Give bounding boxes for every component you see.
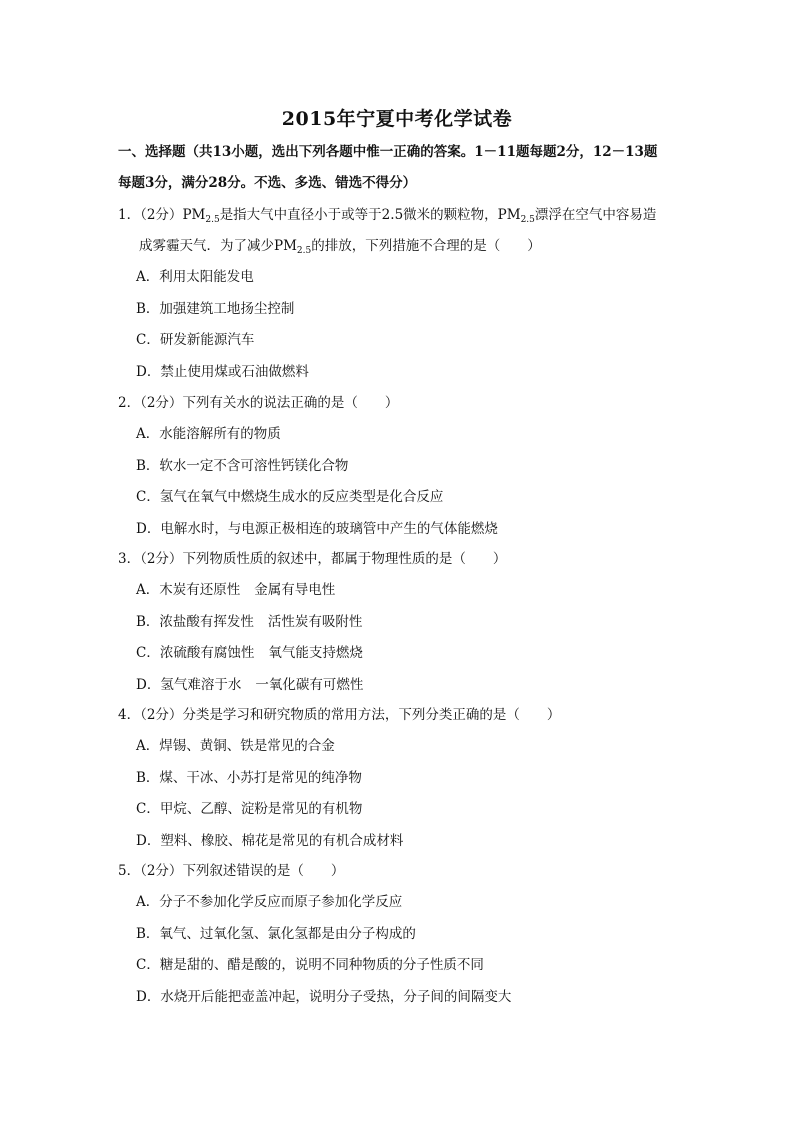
question-score: （2分） <box>140 395 183 411</box>
question-number: 4． <box>118 707 141 723</box>
question-stem: 5．（2分）下列叙述错误的是（ ） <box>118 863 345 879</box>
option-a: A．分子不参加化学反应而原子参加化学反应 <box>136 894 403 910</box>
question-stem: 4．（2分）分类是学习和研究物质的常用方法，下列分类正确的是（ ） <box>118 707 561 723</box>
option-d: D．禁止使用煤或石油做燃料 <box>136 363 309 380</box>
section-header-line: 每题3分，满分28分。不选、多选、错选不得分） <box>118 175 417 191</box>
question-stem-continued: 成雾霾天气．为了减少$PM_{2.5}$的排放，下列措施不合理的是（ ） <box>139 238 541 256</box>
option-c: C．研发新能源汽车 <box>136 332 255 348</box>
option-c: C．糖是甜的、醋是酸的，说明不同种物质的分子性质不同 <box>136 957 484 973</box>
section-header-line: 一、选择题（共13小题，选出下列各题中惟一正确的答案。1－11题每题2分，12－13题 <box>118 144 658 160</box>
option-b: B．煤、干冰、小苏打是常见的纯净物 <box>136 769 362 786</box>
question-2 <box>118 388 698 545</box>
option-b: B．氧气、过氧化氢、氯化氢都是由分子构成的 <box>136 925 416 942</box>
option-c: C．氢气在氧气中燃烧生成水的反应类型是化合反应 <box>136 489 444 505</box>
question-5 <box>118 856 698 1013</box>
option-c: C．甲烷、乙醇、淀粉是常见的有机物 <box>136 801 363 817</box>
option-b: B．软水一定不含可溶性钙镁化合物 <box>136 457 349 474</box>
option-a: A．木炭有还原性 金属有导电性 <box>136 582 336 598</box>
question-score: （2分） <box>140 863 183 879</box>
option-d: D．塑料、橡胶、棉花是常见的有机合成材料 <box>136 832 404 849</box>
question-score: （2分） <box>140 551 183 567</box>
question-4 <box>118 700 698 857</box>
option-b: B．浓盐酸有挥发性 活性炭有吸附性 <box>136 613 363 630</box>
question-stem: 2．（2分）下列有关水的说法正确的是（ ） <box>118 395 399 411</box>
question-1 <box>118 200 698 388</box>
option-d: D．水烧开后能把壶盖冲起，说明分子受热，分子间的间隔变大 <box>136 988 512 1005</box>
question-number: 5． <box>118 863 141 879</box>
option-c: C．浓硫酸有腐蚀性 氧气能支持燃烧 <box>136 645 363 661</box>
question-score: （2分） <box>140 707 183 723</box>
option-d: D．氢气难溶于水 一氧化碳有可燃性 <box>136 676 364 693</box>
option-a: A．利用太阳能发电 <box>136 269 254 285</box>
option-b: B．加强建筑工地扬尘控制 <box>136 300 295 317</box>
question-number: 3． <box>118 551 141 567</box>
page-title: 2015年宁夏中考化学试卷 <box>281 108 513 130</box>
question-stem: 3．（2分）下列物质性质的叙述中，都属于物理性质的是（ ） <box>118 551 507 567</box>
section-header <box>118 137 688 199</box>
option-d: D．电解水时，与电源正极相连的玻璃管中产生的气体能燃烧 <box>136 520 498 537</box>
question-number: 2． <box>118 395 141 411</box>
option-a: A．水能溶解所有的物质 <box>136 426 281 442</box>
question-stem: 1．（2分）$PM_{2.5}$是指大气中直径小于或等于2.5微米的颗粒物，$PM_{2.5}$漂浮在空气中容易造 <box>118 207 657 225</box>
question-score: （2分） <box>140 207 183 223</box>
question-number: 1． <box>118 207 141 223</box>
question-3 <box>118 544 698 701</box>
option-a: A．焊锡、黄铜、铁是常见的合金 <box>136 738 335 754</box>
